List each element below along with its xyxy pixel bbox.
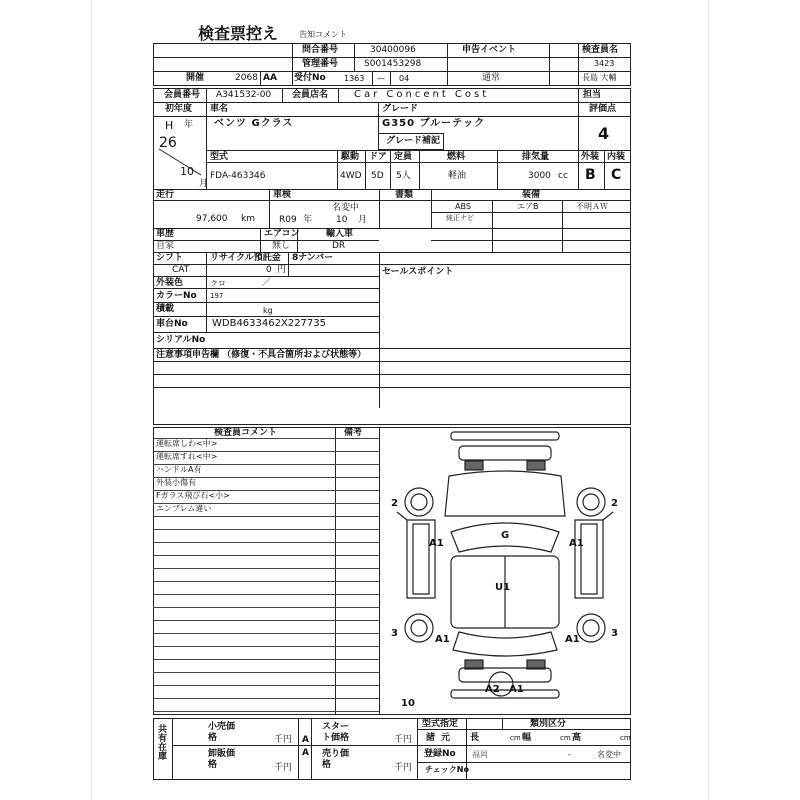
inspector-label: 検査員名	[582, 45, 619, 55]
year-unit: 年	[184, 120, 194, 130]
damage-mark: U1	[495, 582, 511, 593]
grade-supp-label: グレード補記	[386, 136, 441, 146]
retail-label: 小売価格	[208, 722, 236, 743]
import-label: 輸入車	[326, 229, 354, 239]
fuel-value: 軽油	[448, 171, 467, 181]
comment-item: Fガラス飛び石<小>	[156, 491, 230, 500]
int-label: 内装	[607, 152, 626, 162]
int-grade: C	[611, 167, 622, 183]
equipment-item: 不明ＡＷ	[576, 202, 608, 211]
equipment-item: 純正ナビ	[446, 214, 474, 222]
staff-label: 担当	[583, 90, 602, 100]
shared-stock-label: 共有在庫	[156, 724, 166, 760]
door-value: 5D	[371, 171, 384, 181]
comment-rule	[153, 477, 379, 478]
equipment-item: エアB	[517, 202, 539, 211]
venue-code: AA	[263, 73, 277, 83]
wholesale-unit: 千円	[274, 763, 293, 773]
comment-rule	[153, 594, 379, 595]
model-label: 型式	[210, 152, 229, 162]
damage-mark: A2	[485, 684, 500, 695]
capacity-label: 定員	[394, 152, 413, 162]
width-unit: cm	[560, 734, 571, 742]
color-no-value: 197	[210, 292, 224, 300]
damage-mark: A1	[435, 634, 450, 645]
damage-mark: 3	[611, 628, 618, 639]
reg-dash: -	[568, 750, 571, 759]
start-price-unit: 千円	[394, 735, 413, 745]
comment-item: 外装小傷有	[156, 478, 196, 487]
chassis-value: WDB4633462X227735	[212, 318, 327, 329]
load-label: 積載	[156, 304, 175, 314]
first-reg-label: 初年度	[165, 104, 193, 114]
reg-no-value: 福岡	[472, 750, 488, 759]
comment-rule	[153, 620, 379, 621]
score-label: 評価点	[589, 104, 617, 114]
ext-label: 外装	[581, 152, 600, 162]
import-value: DR	[332, 241, 346, 251]
damage-mark: A1	[429, 538, 444, 549]
grade-label: グレード	[382, 104, 419, 114]
recycle-label: リサイクル預託金	[210, 253, 281, 263]
start-price-label: スタート価格	[322, 722, 350, 743]
reg-note: 名変中	[597, 750, 621, 759]
inspection-note: 名変中	[332, 203, 360, 213]
a-marker: A	[302, 735, 309, 745]
member-no-label: 会員番号	[164, 90, 201, 100]
comment-rule	[153, 555, 379, 556]
comment-rule	[153, 685, 379, 686]
comment-rule	[153, 490, 379, 491]
class-label: 類別区分	[530, 719, 567, 729]
capacity-value: 5人	[396, 171, 411, 181]
serial-label: シリアルNo	[156, 335, 206, 345]
inquiry-no-label: 問合番号	[302, 45, 339, 55]
comment-item: ハンドルA有	[156, 465, 202, 474]
mileage-label: 走行	[156, 190, 175, 200]
aircon-label: エアコン	[264, 229, 300, 239]
damage-mark: 10	[401, 698, 415, 709]
notes-label: 注意事項申告欄 （修復・不具合箇所および状態等）	[156, 350, 367, 360]
comment-rule	[153, 607, 379, 608]
comment-rule	[153, 711, 379, 712]
history-value: 自家	[156, 241, 175, 251]
receipt-no: 1363	[344, 74, 365, 83]
receipt-label: 受付No	[294, 73, 326, 83]
drive-value: 4WD	[340, 171, 362, 181]
comment-rule	[153, 659, 379, 660]
ext-grade: B	[585, 167, 596, 183]
damage-mark: G	[501, 530, 510, 541]
comment-rule	[153, 529, 379, 530]
displacement-value: 3000	[528, 171, 551, 181]
era: H	[165, 119, 174, 132]
damage-mark: A1	[569, 538, 584, 549]
inspection-sheet	[92, 0, 708, 800]
sell-price-label: 売り価格	[322, 749, 350, 770]
inquiry-no: 30400096	[370, 45, 416, 55]
mgmt-no-label: 管理番号	[302, 59, 339, 69]
dims-label: 諸元	[426, 733, 457, 743]
comment-item: 運転席すれ<中>	[156, 452, 218, 461]
recycle-value: 0	[266, 265, 272, 275]
comment-rule	[153, 581, 379, 582]
mileage-value: 97,600	[196, 214, 228, 224]
month-unit: 月	[199, 179, 209, 189]
history-label: 車歴	[156, 229, 175, 239]
length-label: 長	[470, 733, 480, 743]
venue-no: 2068	[235, 73, 258, 83]
height-label: 高	[572, 733, 582, 743]
check-no-label: チェックNo	[425, 765, 469, 774]
first-reg-month: 10	[180, 165, 194, 178]
comment-rule	[153, 542, 379, 543]
grade-value: G350 ブルーテック	[382, 118, 486, 129]
member-no: A341532-00	[216, 90, 272, 100]
damage-mark: 2	[611, 498, 618, 509]
comment-rule	[153, 633, 379, 634]
comment-rule	[153, 503, 379, 504]
comment-rule	[153, 438, 379, 439]
inspection-label: 車検	[273, 190, 292, 200]
ext-color-label: 外装色	[156, 278, 184, 288]
reg-no-label: 登録No	[424, 749, 456, 759]
drive-label: 駆動	[341, 152, 360, 162]
car-damage-diagram	[379, 428, 631, 714]
comment-item: 運転席しわ<中>	[156, 439, 218, 448]
comment-rule	[153, 698, 379, 699]
event-value: 通常	[482, 73, 501, 83]
inspector-name: 長島 大輔	[582, 73, 617, 82]
vehicle-name-label: 車名	[210, 104, 229, 114]
equipment-label: 装備	[522, 190, 541, 200]
retail-unit: 千円	[274, 735, 293, 745]
a-marker: A	[302, 748, 309, 758]
length-unit: cm	[510, 734, 521, 742]
page-title: 検査票控え	[198, 24, 279, 43]
damage-mark: A1	[509, 684, 524, 695]
displacement-label: 排気量	[522, 152, 550, 162]
inspection-month-unit: 月	[358, 215, 368, 225]
color-no-label: カラーNo	[156, 291, 197, 301]
inspection-year-unit: 年	[303, 215, 313, 225]
event-label: 申告イベント	[462, 45, 517, 55]
displacement-unit: cc	[558, 171, 568, 181]
inspection-month: 10	[336, 215, 348, 225]
damage-mark: 2	[391, 498, 398, 509]
width-label: 幅	[522, 733, 532, 743]
door-label: ドア	[369, 152, 387, 162]
shift-label: シフト	[156, 253, 184, 263]
score-value: 4	[598, 124, 610, 143]
comment-rule	[153, 464, 379, 465]
plate8-label: 8ナンバー	[292, 253, 334, 263]
comment-rule	[153, 516, 379, 517]
fuel-label: 燃料	[447, 152, 466, 162]
comment-rule	[153, 451, 379, 452]
damage-mark: 3	[391, 628, 398, 639]
type-spec-label: 型式指定	[422, 719, 459, 729]
mileage-unit: km	[241, 214, 255, 224]
aircon-value: 無し	[272, 241, 291, 251]
equipment-item: ABS	[455, 202, 471, 211]
first-reg-year: 26	[159, 135, 177, 151]
comment-rule	[153, 672, 379, 673]
model-value: FDA-463346	[210, 171, 266, 181]
load-unit: kg	[263, 306, 273, 315]
store-label: 会員店名	[292, 90, 329, 100]
ext-color-value: クロ	[210, 279, 226, 288]
comment-item: エンブレム違い	[156, 504, 212, 513]
notice-label: 告知コメント	[299, 30, 347, 39]
mgmt-no: S001453298	[364, 59, 422, 69]
height-unit: cm	[620, 734, 631, 742]
damage-mark: A1	[565, 634, 580, 645]
remarks-label: 備考	[344, 428, 363, 438]
sell-price-unit: 千円	[394, 763, 413, 773]
sales-point-label: セールスポイント	[382, 267, 454, 277]
shift-value: CAT	[172, 265, 190, 275]
vehicle-name: ベンツ Gクラス	[214, 118, 294, 129]
chassis-label: 車台No	[156, 319, 188, 329]
ext-color-sep: ／	[262, 278, 272, 288]
inspector-comments-label: 検査員コメント	[214, 428, 278, 438]
receipt-sub: 04	[399, 74, 410, 83]
receipt-dash: —	[377, 74, 385, 83]
comment-rule	[153, 646, 379, 647]
store-name: Car Concent Cost	[354, 89, 490, 100]
comment-rule	[153, 568, 379, 569]
inspection-era: R09	[279, 215, 297, 225]
inspector-code: 3423	[594, 59, 615, 68]
documents-label: 書類	[395, 190, 414, 200]
wholesale-label: 卸販価格	[208, 749, 236, 770]
venue-label: 開催	[186, 73, 205, 83]
recycle-unit: 円	[277, 265, 287, 275]
